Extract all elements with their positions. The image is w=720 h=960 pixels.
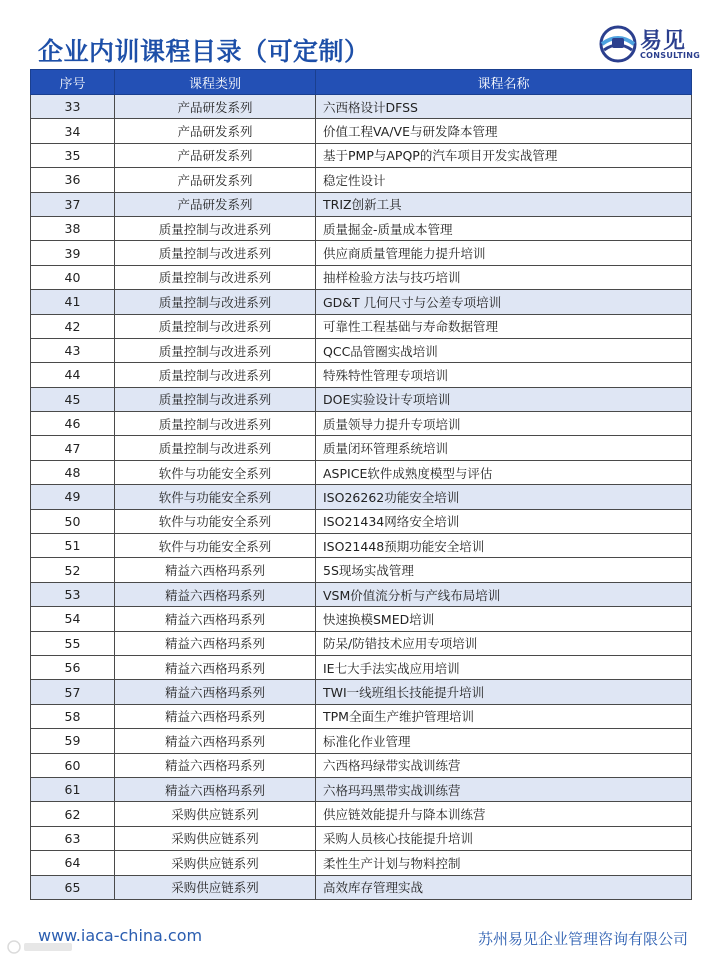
table-row xyxy=(31,387,692,411)
cell-course-name: 基于PMP与APQP的汽车项目开发实战管理 xyxy=(316,143,692,167)
table-row xyxy=(31,436,692,460)
logo-name: 易见 xyxy=(640,29,687,54)
logo-mark-icon xyxy=(598,24,638,64)
cell-no: 34 xyxy=(31,119,115,143)
cell-category: 质量控制与改进系列 xyxy=(115,265,316,289)
cell-course-name: 可靠性工程基础与寿命数据管理 xyxy=(316,314,692,338)
cell-category: 质量控制与改进系列 xyxy=(115,412,316,436)
cell-no: 64 xyxy=(31,851,115,875)
cell-category: 软件与功能安全系列 xyxy=(115,534,316,558)
cell-category: 精益六西格玛系列 xyxy=(115,777,316,801)
cell-no: 56 xyxy=(31,655,115,679)
cell-category: 质量控制与改进系列 xyxy=(115,290,316,314)
cell-category: 采购供应链系列 xyxy=(115,802,316,826)
cell-category: 采购供应链系列 xyxy=(115,826,316,850)
table-row xyxy=(31,777,692,801)
cell-category: 精益六西格玛系列 xyxy=(115,753,316,777)
cell-no: 65 xyxy=(31,875,115,899)
cell-category: 精益六西格玛系列 xyxy=(115,680,316,704)
cell-course-name: DOE实验设计专项培训 xyxy=(316,387,692,411)
footer-website: www.iaca-china.com xyxy=(38,926,203,945)
header-no: 序号 xyxy=(31,70,115,95)
table-body xyxy=(31,95,692,900)
table-row xyxy=(31,485,692,509)
cell-no: 43 xyxy=(31,338,115,362)
table-row xyxy=(31,460,692,484)
cell-no: 53 xyxy=(31,582,115,606)
cell-course-name: 柔性生产计划与物料控制 xyxy=(316,851,692,875)
table-row xyxy=(31,338,692,362)
cell-no: 50 xyxy=(31,509,115,533)
table-row xyxy=(31,216,692,240)
cell-no: 51 xyxy=(31,534,115,558)
cell-category: 精益六西格玛系列 xyxy=(115,607,316,631)
table-row xyxy=(31,509,692,533)
cell-category: 精益六西格玛系列 xyxy=(115,631,316,655)
table-row xyxy=(31,558,692,582)
cell-category: 质量控制与改进系列 xyxy=(115,338,316,362)
cell-category: 精益六西格玛系列 xyxy=(115,655,316,679)
cell-course-name: VSM价值流分析与产线布局培训 xyxy=(316,582,692,606)
table-row xyxy=(31,704,692,728)
table-row xyxy=(31,363,692,387)
header-category: 课程类别 xyxy=(115,70,316,95)
cell-course-name: 抽样检验方法与技巧培训 xyxy=(316,265,692,289)
cell-category: 精益六西格玛系列 xyxy=(115,558,316,582)
page-title: 企业内训课程目录（可定制） xyxy=(38,37,370,66)
table-row xyxy=(31,729,692,753)
footer-company-name: 苏州易见企业管理咨询有限公司 xyxy=(477,930,688,948)
cell-no: 48 xyxy=(31,460,115,484)
cell-category: 产品研发系列 xyxy=(115,95,316,119)
cell-course-name: 六格玛玛黑带实战训练营 xyxy=(316,777,692,801)
table-row xyxy=(31,192,692,216)
cell-no: 46 xyxy=(31,412,115,436)
cell-no: 62 xyxy=(31,802,115,826)
table-row xyxy=(31,95,692,119)
table-row xyxy=(31,534,692,558)
cell-no: 36 xyxy=(31,168,115,192)
table-row xyxy=(31,655,692,679)
table-row xyxy=(31,290,692,314)
cell-course-name: 5S现场实战管理 xyxy=(316,558,692,582)
cell-course-name: 稳定性设计 xyxy=(316,168,692,192)
cell-no: 57 xyxy=(31,680,115,704)
cell-no: 41 xyxy=(31,290,115,314)
cell-category: 质量控制与改进系列 xyxy=(115,436,316,460)
cell-no: 61 xyxy=(31,777,115,801)
table-row xyxy=(31,265,692,289)
watermark-icon xyxy=(6,938,76,956)
cell-course-name: 快速换模SMED培训 xyxy=(316,607,692,631)
cell-category: 精益六西格玛系列 xyxy=(115,729,316,753)
cell-category: 产品研发系列 xyxy=(115,143,316,167)
cell-category: 产品研发系列 xyxy=(115,168,316,192)
logo-subtitle: CONSULTING xyxy=(640,51,701,60)
table-row xyxy=(31,241,692,265)
cell-category: 质量控制与改进系列 xyxy=(115,387,316,411)
cell-no: 52 xyxy=(31,558,115,582)
cell-category: 质量控制与改进系列 xyxy=(115,314,316,338)
table-row xyxy=(31,680,692,704)
company-logo xyxy=(598,22,708,66)
cell-course-name: ISO26262功能安全培训 xyxy=(316,485,692,509)
cell-course-name: 价值工程VA/VE与研发降本管理 xyxy=(316,119,692,143)
cell-no: 60 xyxy=(31,753,115,777)
table-row xyxy=(31,314,692,338)
header-name: 课程名称 xyxy=(316,70,692,95)
cell-course-name: TWI一线班组长技能提升培训 xyxy=(316,680,692,704)
cell-no: 35 xyxy=(31,143,115,167)
table-row xyxy=(31,582,692,606)
cell-no: 54 xyxy=(31,607,115,631)
cell-course-name: 高效库存管理实战 xyxy=(316,875,692,899)
cell-course-name: ISO21434网络安全培训 xyxy=(316,509,692,533)
cell-no: 45 xyxy=(31,387,115,411)
cell-course-name: 六西格设计DFSS xyxy=(316,95,692,119)
cell-category: 采购供应链系列 xyxy=(115,851,316,875)
cell-category: 软件与功能安全系列 xyxy=(115,509,316,533)
cell-category: 产品研发系列 xyxy=(115,119,316,143)
cell-course-name: 采购人员核心技能提升培训 xyxy=(316,826,692,850)
cell-course-name: TPM全面生产维护管理培训 xyxy=(316,704,692,728)
table-header-row xyxy=(31,70,692,95)
table-row xyxy=(31,875,692,899)
cell-no: 39 xyxy=(31,241,115,265)
cell-no: 55 xyxy=(31,631,115,655)
cell-course-name: 供应商质量管理能力提升培训 xyxy=(316,241,692,265)
table-row xyxy=(31,168,692,192)
cell-category: 产品研发系列 xyxy=(115,192,316,216)
cell-course-name: 质量领导力提升专项培训 xyxy=(316,412,692,436)
cell-course-name: 特殊特性管理专项培训 xyxy=(316,363,692,387)
cell-category: 质量控制与改进系列 xyxy=(115,363,316,387)
cell-course-name: 六西格玛绿带实战训练营 xyxy=(316,753,692,777)
cell-course-name: ISO21448预期功能安全培训 xyxy=(316,534,692,558)
table-row xyxy=(31,802,692,826)
cell-category: 软件与功能安全系列 xyxy=(115,485,316,509)
table-row xyxy=(31,753,692,777)
cell-no: 47 xyxy=(31,436,115,460)
course-table-container xyxy=(30,69,691,900)
cell-course-name: 质量闭环管理系统培训 xyxy=(316,436,692,460)
cell-course-name: 质量掘金-质量成本管理 xyxy=(316,216,692,240)
cell-no: 44 xyxy=(31,363,115,387)
cell-course-name: QCC品管圈实战培训 xyxy=(316,338,692,362)
table-row xyxy=(31,607,692,631)
cell-course-name: 标准化作业管理 xyxy=(316,729,692,753)
table-row xyxy=(31,412,692,436)
cell-category: 质量控制与改进系列 xyxy=(115,241,316,265)
cell-no: 42 xyxy=(31,314,115,338)
cell-course-name: IE七大手法实战应用培训 xyxy=(316,655,692,679)
cell-no: 58 xyxy=(31,704,115,728)
cell-category: 质量控制与改进系列 xyxy=(115,216,316,240)
cell-course-name: 供应链效能提升与降本训练营 xyxy=(316,802,692,826)
cell-course-name: 防呆/防错技术应用专项培训 xyxy=(316,631,692,655)
course-table xyxy=(30,69,692,900)
cell-no: 38 xyxy=(31,216,115,240)
cell-category: 精益六西格玛系列 xyxy=(115,582,316,606)
table-row xyxy=(31,119,692,143)
cell-no: 33 xyxy=(31,95,115,119)
table-row xyxy=(31,143,692,167)
table-row xyxy=(31,851,692,875)
cell-no: 37 xyxy=(31,192,115,216)
table-row xyxy=(31,631,692,655)
cell-course-name: ASPICE软件成熟度模型与评估 xyxy=(316,460,692,484)
table-row xyxy=(31,826,692,850)
cell-category: 采购供应链系列 xyxy=(115,875,316,899)
cell-no: 63 xyxy=(31,826,115,850)
cell-category: 精益六西格玛系列 xyxy=(115,704,316,728)
cell-category: 软件与功能安全系列 xyxy=(115,460,316,484)
cell-no: 59 xyxy=(31,729,115,753)
cell-no: 49 xyxy=(31,485,115,509)
cell-no: 40 xyxy=(31,265,115,289)
cell-course-name: TRIZ创新工具 xyxy=(316,192,692,216)
cell-course-name: GD&T 几何尺寸与公差专项培训 xyxy=(316,290,692,314)
